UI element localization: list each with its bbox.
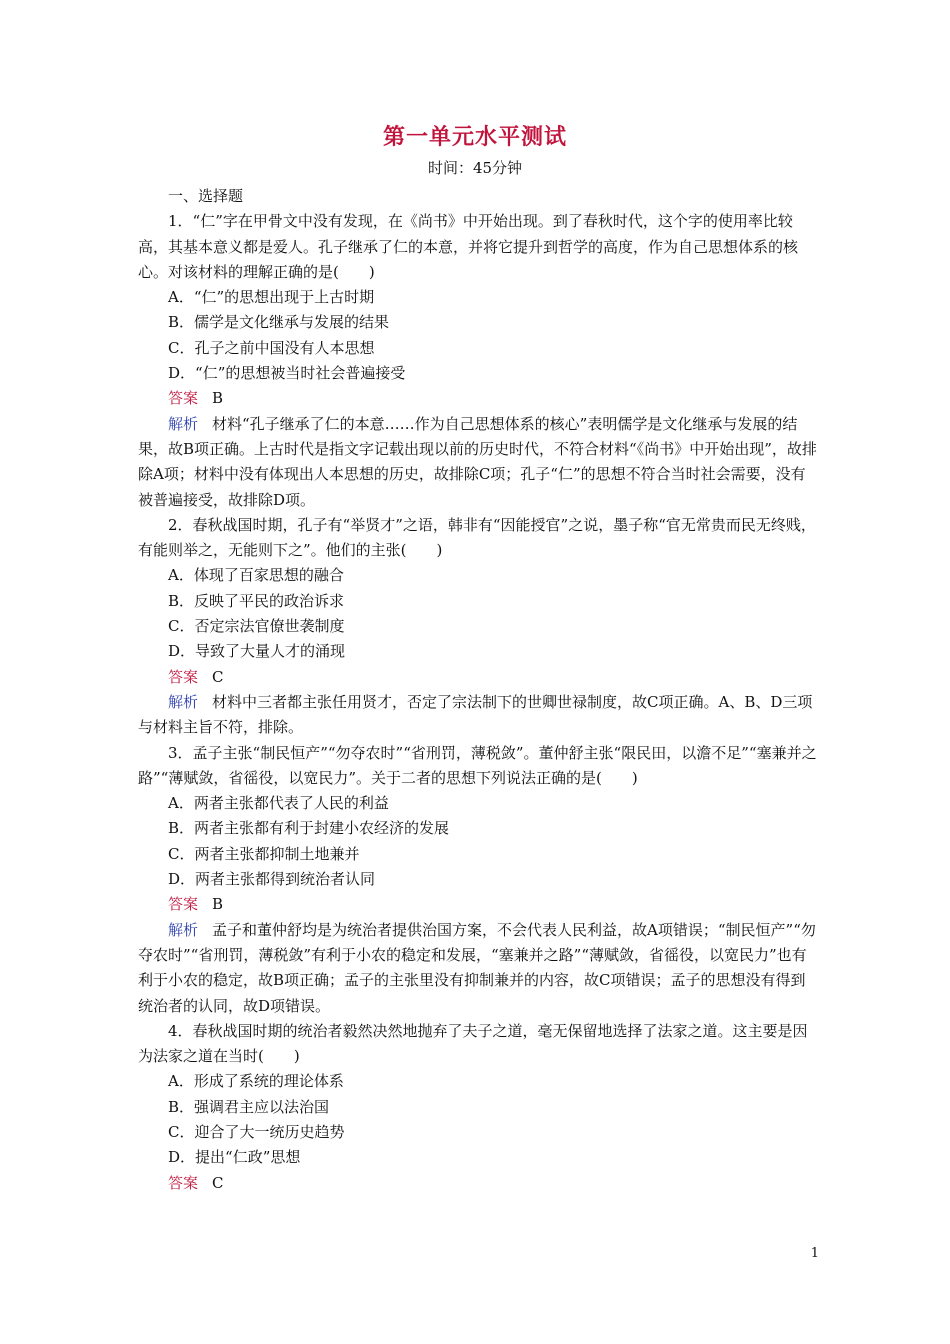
answer-label: 答案 [168, 1173, 199, 1192]
question-4-answer [138, 1171, 818, 1196]
question-4-option-a: A．形成了系统的理论体系 [168, 1072, 344, 1091]
question-4-option-d: D．提出“仁政”思想 [168, 1148, 301, 1167]
document-body [138, 184, 818, 1196]
question-3-option-a: A．两者主张都代表了人民的利益 [168, 794, 389, 813]
question-2-option-c: C．否定宗法官僚世袭制度 [168, 617, 345, 636]
question-1-answer [138, 386, 818, 411]
question-2-answer [138, 665, 818, 690]
question-2-option-a: A．体现了百家思想的融合 [168, 566, 344, 585]
analysis-label: 解析 [168, 414, 199, 433]
question-3-analysis [138, 918, 818, 1019]
question-3-option-d: D．两者主张都得到统治者认同 [168, 870, 376, 889]
question-3-option-c: C．两者主张都抑制土地兼并 [168, 844, 360, 863]
question-1-option-d: D．“仁”的思想被当时社会普遍接受 [168, 364, 406, 383]
question-2-stem: 2．春秋战国时期，孔子有“举贤才”之语，韩非有“因能授官”之说，墨子称“官无常贵而民无终贱，有能则举之，无能则下之”。他们的主张( ) [138, 515, 816, 560]
analysis-text: 材料“孔子继承了仁的本意……作为自己思想体系的核心”表明儒学是文化继承与发展的结果，故B项正确。上古时代是指文字记载出现以前的历史时代，不符合材料“《尚书》中开始出现”，故排除A项；材料中没有体现出人本思想的历史，故排除C项；孔子“仁”的思想不符合当时社会需要，没有被普遍接受，故排除D项。 [138, 414, 817, 509]
question-1-stem: 1．“仁”字在甲骨文中没有发现，在《尚书》中开始出现。到了春秋时代，这个字的使用率比较高，其基本意义都是爱人。孔子继承了仁的本意，并将它提升到哲学的高度，作为自己思想体系的核心。对该材料的理解正确的是( ) [138, 212, 799, 281]
time-limit: 时间：45分钟 [427, 159, 523, 177]
question-1-option-a: A．“仁”的思想出现于上古时期 [168, 288, 375, 307]
analysis-label: 解析 [168, 920, 199, 939]
question-3-answer [138, 892, 818, 917]
question-4-stem: 4．春秋战国时期的统治者毅然决然地抛弃了夫子之道，毫无保留地选择了法家之道。这主要是因为法家之道在当时( ) [138, 1021, 808, 1066]
question-3-stem: 3．孟子主张“制民恒产”“勿夺农时”“省刑罚，薄税敛”。董仲舒主张“限民田，以澹不足”“塞兼并之路”“薄赋敛，省徭役，以宽民力”。关于二者的思想下列说法正确的是( ) [138, 743, 817, 787]
analysis-label: 解析 [168, 692, 199, 711]
question-1-option-c: C．孔子之前中国没有人本思想 [168, 338, 375, 357]
answer-value: C [212, 1173, 224, 1192]
answer-label: 答案 [168, 667, 199, 686]
section-heading: 一、选择题 [168, 187, 244, 205]
question-1-analysis [138, 412, 818, 513]
analysis-text: 材料中三者都主张任用贤才，否定了宗法制下的世卿世禄制度，故C项正确。A、B、D三项与材料主旨不符，排除。 [138, 692, 813, 737]
analysis-text: 孟子和董仲舒均是为统治者提供治国方案，不会代表人民利益，故A项错误；“制民恒产”“勿夺农时”“省刑罚，薄税敛”有利于小农的稳定和发展，“塞兼并之路”“薄赋敛，省徭役，以宽民力”也有利于小农的稳定，故B项正确；孟子的主张里没有抑制兼并的内容，故C项错误；孟子的思想没有得到统治者的认同，故D项错误。 [138, 920, 816, 1015]
question-4-option-c: C．迎合了大一统历史趋势 [168, 1122, 345, 1141]
answer-label: 答案 [168, 389, 199, 408]
page-title: 第一单元水平测试 [382, 124, 567, 150]
answer-label: 答案 [168, 895, 199, 914]
page-number: 1 [810, 1246, 819, 1261]
question-4-option-b: B．强调君主应以法治国 [168, 1097, 330, 1116]
question-1-option-b: B．儒学是文化继承与发展的结果 [168, 313, 390, 332]
answer-value: B [212, 895, 224, 914]
question-3-option-b: B．两者主张都有利于封建小农经济的发展 [168, 819, 450, 838]
question-2-analysis [138, 690, 818, 741]
question-2-option-b: B．反映了平民的政治诉求 [168, 591, 345, 610]
question-2-option-d: D．导致了大量人才的涌现 [168, 642, 346, 661]
answer-value: C [212, 667, 224, 686]
answer-value: B [212, 389, 224, 408]
